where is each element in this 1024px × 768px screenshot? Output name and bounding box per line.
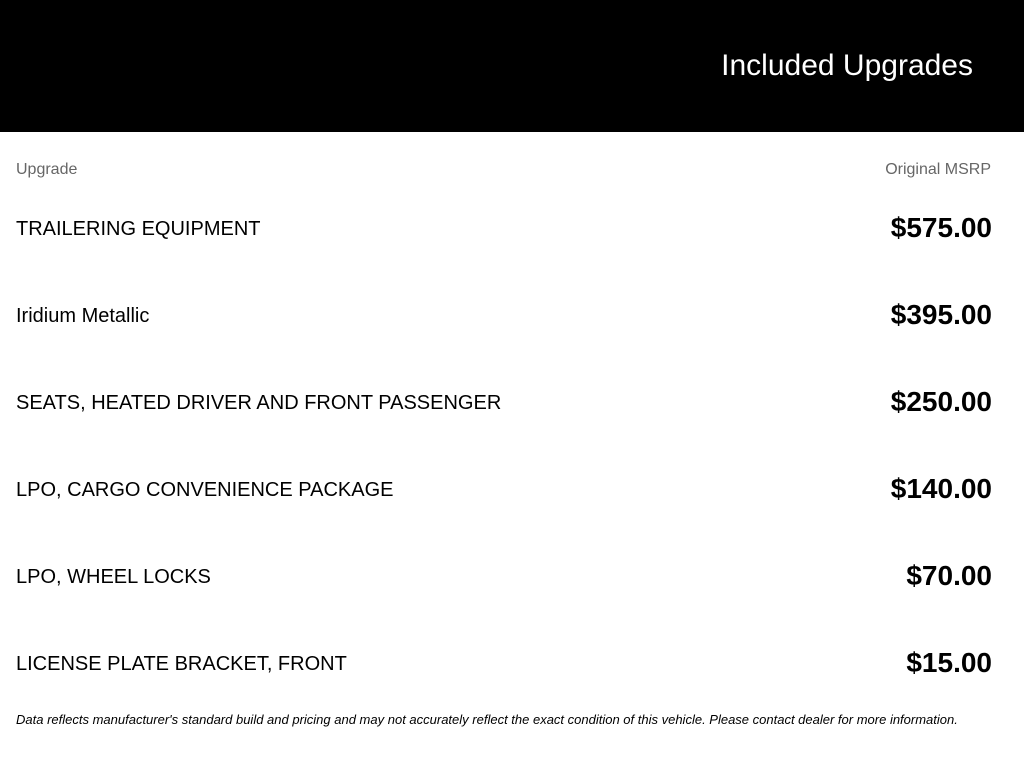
page-title: Included Upgrades xyxy=(721,49,973,82)
upgrade-name: TRAILERING EQUIPMENT xyxy=(16,218,261,240)
header-bar xyxy=(0,0,1024,132)
upgrade-name: LPO, WHEEL LOCKS xyxy=(16,566,211,588)
upgrade-name: Iridium Metallic xyxy=(16,305,150,327)
upgrade-price: $250.00 xyxy=(890,386,992,417)
table-row xyxy=(0,469,1024,509)
table-row xyxy=(0,382,1024,422)
table-row xyxy=(0,208,1024,248)
upgrade-price: $140.00 xyxy=(890,473,992,504)
upgrade-price: $395.00 xyxy=(890,299,992,330)
upgrade-price: $575.00 xyxy=(890,212,992,243)
table-row xyxy=(0,643,1024,683)
table-row xyxy=(0,295,1024,335)
upgrade-name: SEATS, HEATED DRIVER AND FRONT PASSENGER xyxy=(16,392,502,414)
column-header-msrp: Original MSRP xyxy=(885,161,991,178)
table-row xyxy=(0,556,1024,596)
column-header-upgrade: Upgrade xyxy=(16,161,78,178)
upgrade-price: $15.00 xyxy=(906,647,992,678)
upgrade-price: $70.00 xyxy=(906,560,992,591)
upgrade-name: LPO, CARGO CONVENIENCE PACKAGE xyxy=(16,479,394,501)
disclaimer-text: Data reflects manufacturer's standard build and pricing and may not accurately reflect the exact condition of this vehicle. Please contact dealer for more information. xyxy=(16,712,958,727)
upgrade-name: LICENSE PLATE BRACKET, FRONT xyxy=(16,653,347,675)
